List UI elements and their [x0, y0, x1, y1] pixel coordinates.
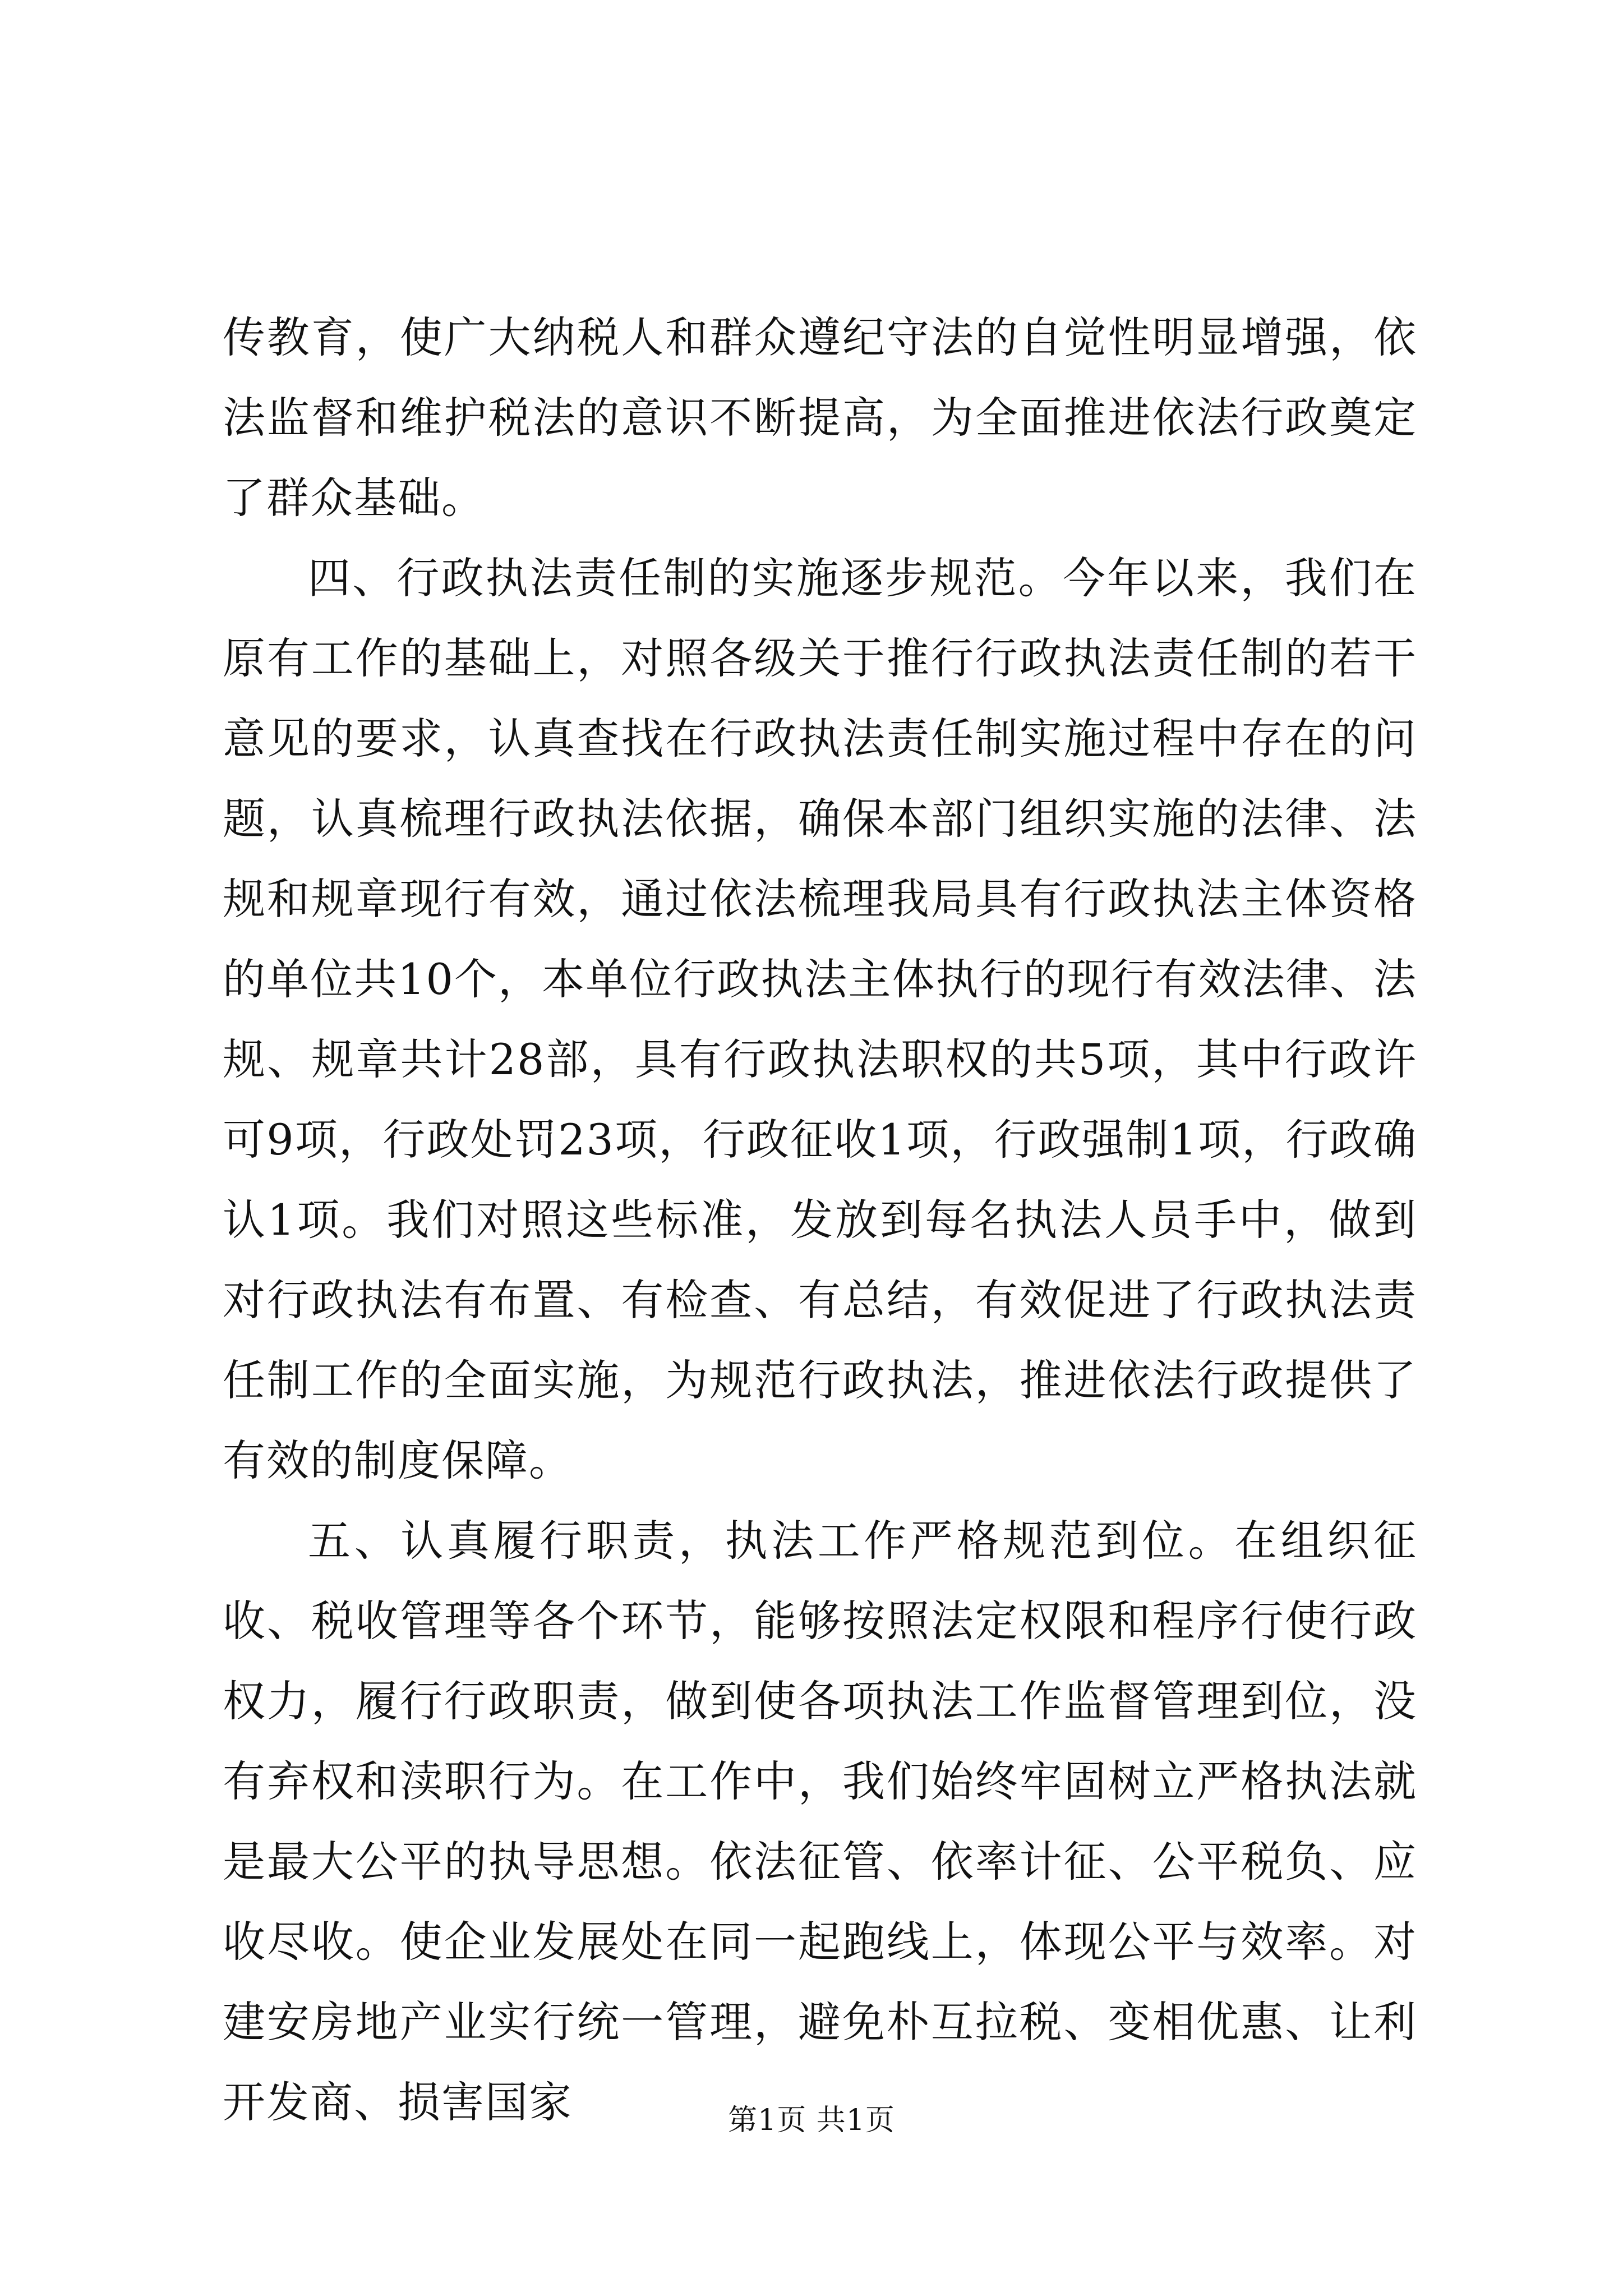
paragraph-continuation: 传教育，使广大纳税人和群众遵纪守法的自觉性明显增强，依法监督和维护税法的意识不断提高，为全面推进依法行政奠定了群众基础。	[223, 312, 1417, 523]
page-number-label: 第1页 共1页	[728, 2104, 895, 2137]
page-footer	[0, 2101, 1623, 2140]
paragraph-section-four: 四、行政执法责任制的实施逐步规范。今年以来，我们在原有工作的基础上，对照各级关于推行行政执法责任制的若干意见的要求，认真查找在行政执法责任制实施过程中存在的问题，认真梳理行政执法依据，确保本部门组织实施的法律、法规和规章现行有效，通过依法梳理我局具有行政执法主体资格的单位共10个，本单位行政执法主体执行的现行有效法律、法规、规章共计28部，具有行政执法职权的共5项，其中行政许可9项，行政处罚23项，行政征收1项，行政强制1项，行政确认1项。我们对照这些标准，发放到每名执法人员手中，做到对行政执法有布置、有检查、有总结，有效促进了行政执法责任制工作的全面实施，为规范行政执法，推进依法行政提供了有效的制度保障。	[223, 553, 1417, 1485]
paragraph-section-five: 五、认真履行职责，执法工作严格规范到位。在组织征收、税收管理等各个环节，能够按照法定权限和程序行使行政权力，履行行政职责，做到使各项执法工作监督管理到位，没有弃权和渎职行为。在工作中，我们始终牢固树立严格执法就是最大公平的执导思想。依法征管、依率计征、公平税负、应收尽收。使企业发展处在同一起跑线上，体现公平与效率。对建安房地产业实行统一管理，避免朴互拉税、变相优惠、让利开发商、损害国家	[223, 1516, 1417, 2127]
document-body	[223, 297, 1417, 2142]
